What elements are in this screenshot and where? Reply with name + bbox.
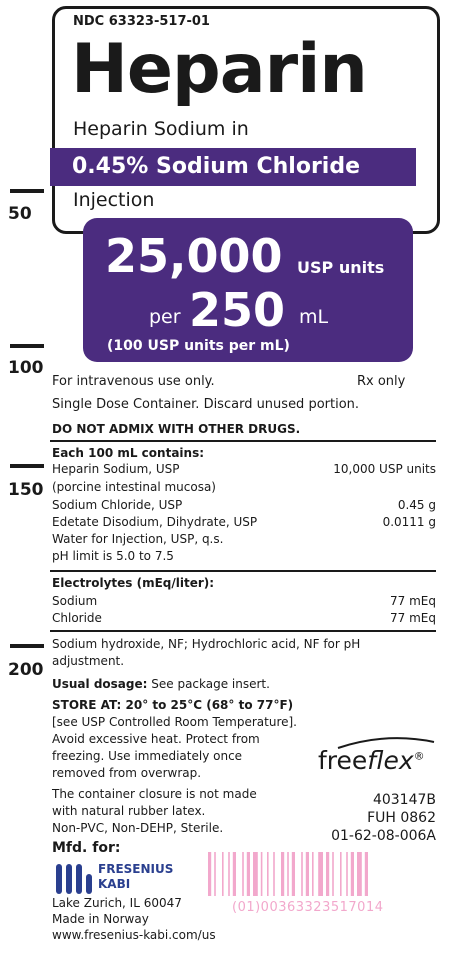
- electrolyte-row: Chloride: [52, 611, 102, 625]
- barcode-bar: [253, 852, 258, 896]
- barcode-bar: [346, 852, 348, 896]
- electrolyte-row: Sodium: [52, 594, 98, 608]
- ndc-number: NDC 63323-517-01: [73, 14, 210, 29]
- barcode-bar: [351, 852, 354, 896]
- barcode-bar: [365, 852, 368, 896]
- latex-line2: with natural rubber latex.: [52, 804, 206, 818]
- strength-amount: 25,000: [105, 229, 283, 283]
- ph-adjust-line2: adjustment.: [52, 654, 125, 668]
- fresenius-kabi-logo-icon: [54, 862, 94, 896]
- barcode-bar: [247, 852, 250, 896]
- subtitle-line1: Heparin Sodium in: [73, 118, 249, 140]
- subtitle-line3: Injection: [73, 189, 155, 211]
- barcode-bar: [208, 852, 211, 896]
- graduation-tick-150: [10, 464, 44, 468]
- electrolyte-value: 77 mEq: [390, 594, 436, 608]
- barcode: [208, 852, 440, 896]
- container-text: Single Dose Container. Discard unused portion.: [52, 397, 360, 412]
- barcode-bar: [326, 852, 329, 896]
- dosage-text: See package insert.: [151, 677, 270, 691]
- storage-line3: Avoid excessive heat. Protect from: [52, 732, 260, 746]
- barcode-bar: [357, 852, 362, 896]
- barcode-bar: [228, 852, 230, 896]
- contents-row: Sodium Chloride, USP: [52, 498, 183, 512]
- mfd-for: Mfd. for:: [52, 840, 121, 856]
- contents-row: Heparin Sodium, USP: [52, 462, 180, 476]
- strength-volume-unit: mL: [299, 306, 329, 328]
- barcode-bar: [306, 852, 309, 896]
- contents-row: (porcine intestinal mucosa): [52, 480, 216, 494]
- dosage-line: [52, 677, 270, 691]
- barcode-bar: [318, 852, 323, 896]
- contents-row: Edetate Disodium, Dihydrate, USP: [52, 515, 258, 529]
- made-in: Made in Norway: [52, 912, 149, 926]
- barcode-bar: [312, 852, 314, 896]
- barcode-bar: [242, 852, 244, 896]
- storage-line2: [see USP Controlled Room Temperature].: [52, 715, 297, 729]
- graduation-label-100: 100: [8, 358, 44, 378]
- rule-3: [50, 630, 436, 632]
- graduation-tick-100: [10, 344, 44, 348]
- contents-row: pH limit is 5.0 to 7.5: [52, 549, 174, 563]
- contents-value: 0.45 g: [397, 498, 436, 512]
- brand-name: Heparin: [71, 30, 367, 109]
- strength-box: [83, 218, 413, 362]
- contents-row: Water for Injection, USP, q.s.: [52, 532, 224, 546]
- storage-line4: freezing. Use immediately once: [52, 749, 243, 763]
- strength-per: per: [149, 306, 181, 328]
- company-line2: KABI: [98, 877, 131, 891]
- route-text: For intravenous use only.: [52, 374, 215, 389]
- graduation-tick-50: [10, 189, 44, 193]
- address: Lake Zurich, IL 60047: [52, 896, 182, 910]
- barcode-bar: [233, 852, 236, 896]
- barcode-bar: [267, 852, 269, 896]
- graduation-label-150: 150: [8, 480, 44, 500]
- barcode-bar: [287, 852, 289, 896]
- latex-line1: The container closure is not made: [52, 787, 257, 801]
- contents-header: Each 100 mL contains:: [52, 446, 205, 460]
- rx-only: Rx only: [357, 374, 406, 389]
- barcode-bar: [281, 852, 284, 896]
- graduation-label-50: 50: [8, 204, 32, 224]
- barcode-bar: [332, 852, 334, 896]
- barcode-bar: [273, 852, 275, 896]
- contents-value: 0.0111 g: [382, 515, 436, 529]
- item-code: 01-62-08-006A: [331, 828, 436, 844]
- graduation-tick-200: [10, 644, 44, 648]
- rule-1: [50, 440, 436, 442]
- rule-2: [50, 570, 436, 572]
- strength-concentration: (100 USP units per mL): [107, 338, 290, 354]
- freeflex-logo: [318, 746, 425, 775]
- lot-code: FUH 0862: [367, 810, 436, 826]
- freeflex-flex: flex: [367, 746, 414, 775]
- freeflex-free: free: [318, 746, 368, 775]
- strength-volume: 250: [189, 283, 286, 337]
- electrolyte-value: 77 mEq: [390, 611, 436, 625]
- electrolytes-header: Electrolytes (mEq/liter):: [52, 576, 215, 590]
- barcode-bar: [214, 852, 216, 896]
- storage-line5: removed from overwrap.: [52, 766, 202, 780]
- barcode-bar: [261, 852, 263, 896]
- website: www.fresenius-kabi.com/us: [52, 928, 216, 942]
- freeflex-registered: ®: [413, 749, 425, 763]
- strength-amount-unit: USP units: [297, 258, 385, 277]
- product-code: 403147B: [372, 792, 436, 808]
- graduation-label-200: 200: [8, 660, 44, 680]
- company-name: [98, 862, 173, 892]
- subtitle-band: 0.45% Sodium Chloride: [50, 148, 416, 186]
- latex-line3: Non-PVC, Non-DEHP, Sterile.: [52, 821, 224, 835]
- barcode-bar: [292, 852, 295, 896]
- dosage-label: Usual dosage:: [52, 677, 148, 691]
- barcode-bar: [301, 852, 303, 896]
- contents-value: 10,000 USP units: [333, 462, 436, 476]
- barcode-bar: [222, 852, 224, 896]
- admix-warning: DO NOT ADMIX WITH OTHER DRUGS.: [52, 422, 301, 436]
- barcode-bar: [340, 852, 342, 896]
- ph-adjust-line1: Sodium hydroxide, NF; Hydrochloric acid, NF for pH: [52, 637, 361, 651]
- storage-line1: STORE AT: 20° to 25°C (68° to 77°F): [52, 698, 294, 712]
- barcode-text: (01)00363323517014: [232, 900, 384, 915]
- company-line1: FRESENIUS: [98, 862, 174, 876]
